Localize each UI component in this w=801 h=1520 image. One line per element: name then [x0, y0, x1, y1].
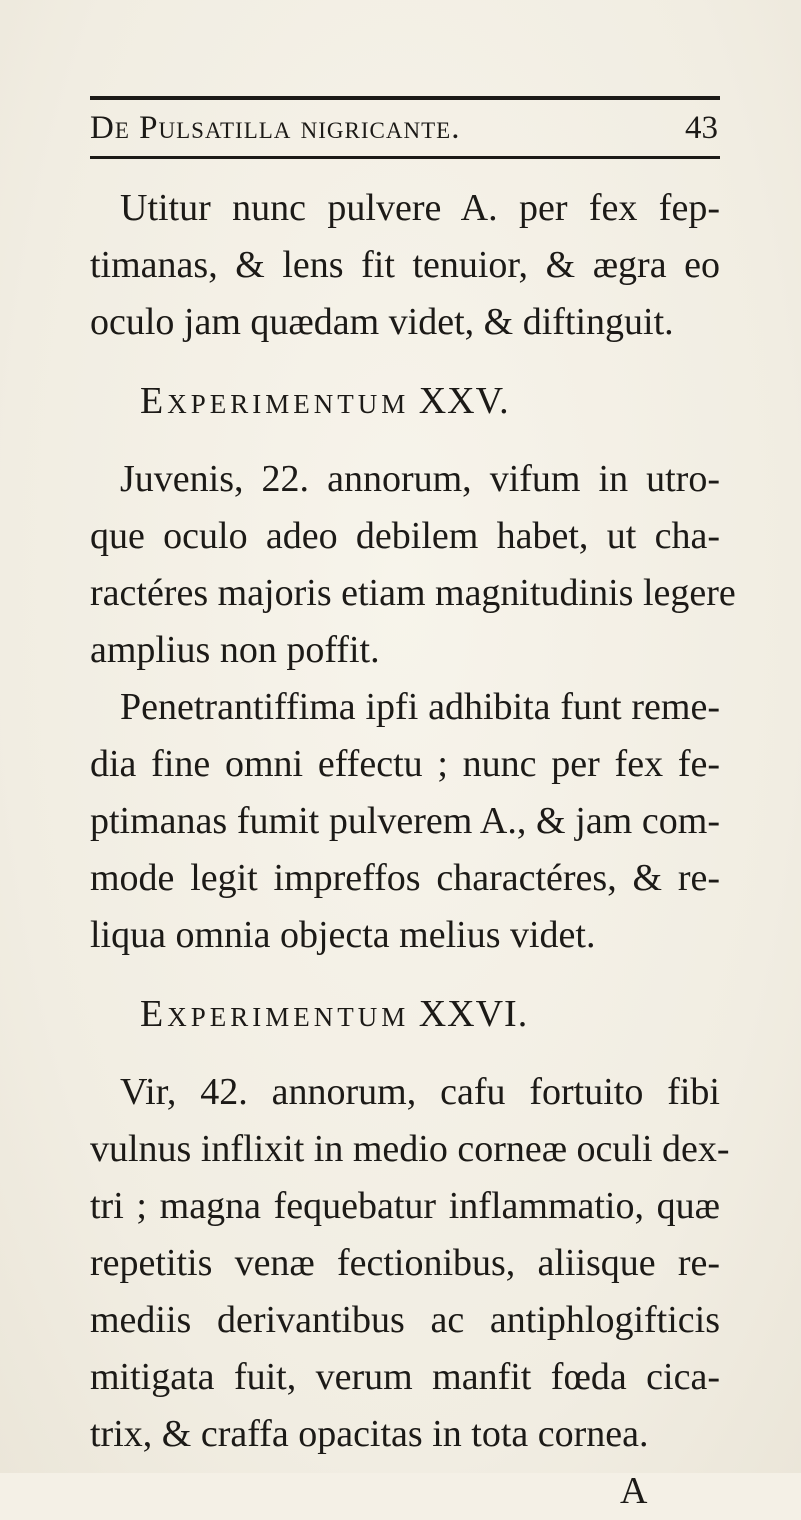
body-text	[90, 180, 736, 1520]
heading-word: Experimentum	[140, 993, 410, 1035]
heading-number: XXVI.	[418, 993, 529, 1035]
heading-word: Experimentum	[140, 380, 410, 422]
text-line: Penetrantiffima ipfi adhibita funt reme-	[120, 686, 720, 728]
text-line: repetitis venæ fectionibus, aliisque re-	[90, 1242, 720, 1284]
text-line: dia fine omni effectu ; nunc per fex fe-	[90, 743, 720, 785]
text-line: trix, & craffa opacitas in tota cornea.	[90, 1413, 649, 1455]
running-head-title: De Pulsatilla nigricante.	[90, 110, 461, 146]
header-rule-bottom	[90, 156, 720, 159]
text-line: mediis derivantibus ac antiphlogifticis	[90, 1299, 720, 1341]
text-line: tri ; magna fequebatur inflammatio, quæ	[90, 1185, 720, 1227]
text-line: que oculo adeo debilem habet, ut cha-	[90, 515, 720, 557]
text-line: vulnus inflixit in medio corneæ oculi dex-	[90, 1128, 730, 1170]
text-line: mitigata fuit, verum manfit fœda cica-	[90, 1356, 720, 1398]
catchword: A	[620, 1470, 648, 1512]
text-line: oculo jam quædam videt, & diftinguit.	[90, 301, 674, 343]
heading-number: XXV.	[418, 380, 510, 422]
text-line: amplius non poffit.	[90, 629, 380, 671]
page-number: 43	[685, 110, 718, 146]
section-heading	[90, 365, 720, 437]
text-line: ptimanas fumit pulverem A., & jam com-	[90, 800, 720, 842]
text-line: ractéres majoris etiam magnitudinis legere	[90, 572, 736, 614]
text-line: Juvenis, 22. annorum, vifum in utro-	[120, 458, 720, 500]
section-heading	[90, 978, 720, 1050]
text-line: timanas, & lens fit tenuior, & ægra eo	[90, 244, 720, 286]
text-line: liqua omnia objecta melius videt.	[90, 914, 596, 956]
running-head	[90, 104, 720, 152]
text-line: Vir, 42. annorum, cafu fortuito fibi	[120, 1071, 720, 1113]
header-rule-top	[90, 96, 720, 100]
text-line: Utitur nunc pulvere A. per fex fep-	[120, 187, 720, 229]
text-line: mode legit impreffos charactéres, & re-	[90, 857, 720, 899]
